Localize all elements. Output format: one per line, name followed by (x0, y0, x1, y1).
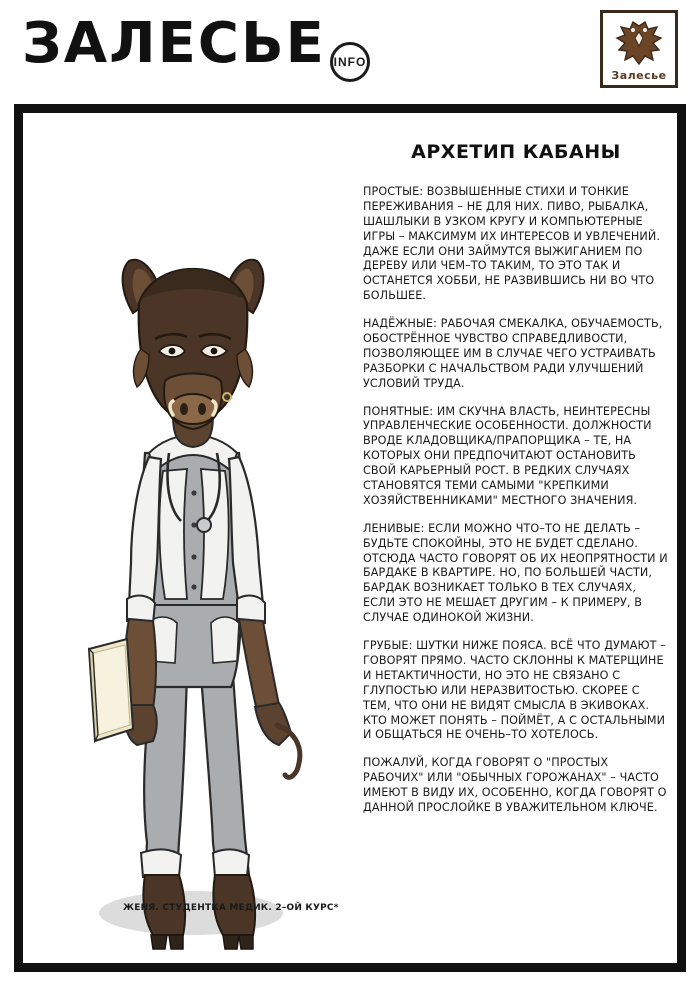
site-title: ЗАЛЕСЬЕ (22, 11, 326, 76)
site-logo[interactable] (600, 10, 678, 88)
page-header (0, 0, 700, 100)
double-headed-eagle-crest-icon (613, 20, 665, 71)
article-paragraph: ПРОСТЫЕ: ВОЗВЫШЕННЫЕ СТИХИ И ТОНКИЕ ПЕРЕЖИВАНИЯ – НЕ ДЛЯ НИХ. ПИВО, РЫБАЛКА, ШАШЛЫКИ В УЗКОМ КРУГУ И КОМПЬЮТЕРНЫЕ ИГРЫ – МАКСИМУМ ИХ ИНТЕРЕСОВ И УВЛЕЧЕНИЙ. ДАЖЕ ЕСЛИ ОНИ ЗАЙМУТСЯ ВЫЖИГАНИЕМ ПО ДЕРЕВУ ИЛИ ЧЕМ–ТО ТАКИМ, ТО ЭТО ТАК И ОСТАНЕТСЯ ХОББИ, НЕ РАЗВИВШИСЬ НИ ВО ЧТО БОЛЬШЕЕ. (363, 185, 661, 303)
article-column (363, 133, 669, 829)
comic-page-frame (14, 104, 686, 972)
article-paragraph: ПОЖАЛУЙ, КОГДА ГОВОРЯТ О "ПРОСТЫХ РАБОЧИХ" ИЛИ "ОБЫЧНЫХ ГОРОЖАНАХ" – ЧАСТО ИМЕЮТ В ВИДУ ИХ, ОСОБЕННО, КОГДА ГОВОРЯТ О ДАННОЙ ПРОСЛОЙКЕ В УВАЖИТЕЛЬНОМ КЛЮЧЕ. (363, 756, 667, 814)
book-prop (89, 639, 133, 741)
illustration-caption: ЖЕНЯ. СТУДЕНТКА МЕДИК. 2–ОЙ КУРС* (123, 903, 339, 913)
article-paragraph: ЛЕНИВЫЕ: ЕСЛИ МОЖНО ЧТО–ТО НЕ ДЕЛАТЬ – БУДЬТЕ СПОКОЙНЫ, ЭТО НЕ БУДЕТ СДЕЛАНО. ОТСЮДА ЧАСТО ГОВОРЯТ ОБ ИХ НЕОПРЯТНОСТИ И БАРДАКЕ В КВАРТИРЕ. НО, ПО БОЛЬШЕЙ ЧАСТИ, БАРДАК ВОЗНИКАЕТ ТОЛЬКО В ТЕХ СЛУЧАЯХ, ЕСЛИ ЭТО НЕ МЕШАЕТ ДРУГИМ – К ПРИМЕРУ, В СЛУЧАЕ ОДИНОКОЙ ЖИЗНИ. (363, 521, 668, 625)
article-paragraph: ГРУБЫЕ: ШУТКИ НИЖЕ ПОЯСА. ВСЁ ЧТО ДУМАЮТ – ГОВОРЯТ ПРЯМО. ЧАСТО СКЛОННЫ К МАТЕРЩИНЕ И НЕТАКТИЧНОСТИ, НО ЭТО НЕ СВЯЗАНО С ГЛУПОСТЬЮ ИЛИ НЕРАЗВИТОСТЬЮ. СКОРЕЕ С ТЕМ, ЧТО ОНИ НЕ ВИДЯТ СМЫСЛА В ЭКИВОКАХ. КТО МОЖЕТ ПОНЯТЬ – ПОЙМЁТ, А С ОСТАЛЬНЫМИ И ОБЩАТЬСЯ НЕ ОЧЕНЬ–ТО ХОТЕЛОСЬ. (363, 639, 666, 742)
character-illustration (41, 153, 351, 953)
info-badge[interactable]: INFO (330, 42, 370, 82)
logo-caption: Залесье (611, 69, 667, 82)
article-title: АРХЕТИП КАБАНЫ (411, 141, 621, 163)
article-paragraph: НАДЁЖНЫЕ: РАБОЧАЯ СМЕКАЛКА, ОБУЧАЕМОСТЬ, ОБОСТРЁННОЕ ЧУВСТВО СПРАВЕДЛИВОСТИ, ПОЗВОЛЯЮЩЕЕ ИМ В СЛУЧАЕ ЧЕГО УСТРАИВАТЬ РАЗБОРКИ С НАЧАЛЬСТВОМ РАДИ УЛУЧШЕНИЙ УСЛОВИЙ ТРУДА. (363, 317, 663, 390)
article-paragraph: ПОНЯТНЫЕ: ИМ СКУЧНА ВЛАСТЬ, НЕИНТЕРЕСНЫ УПРАВЛЕНЧЕСКИЕ ОСОБЕННОСТИ. ДОЛЖНОСТИ ВРОДЕ КЛАДОВЩИКА/ПРАПОРЩИКА – ТЕ, НА КОТОРЫХ ОНИ ПРЕДПОЧИТАЮТ ОСТАНОВИТЬ СВОЙ КАРЬЕРНЫЙ РОСТ. В РЕДКИХ СЛУЧАЯХ СТАНОВЯТСЯ ТЕМИ САМЫМИ "КРЕПКИМИ ХОЗЯЙСТВЕННИКАМИ" МЕСТНОГО ЗНАЧЕНИЯ. (363, 404, 652, 507)
